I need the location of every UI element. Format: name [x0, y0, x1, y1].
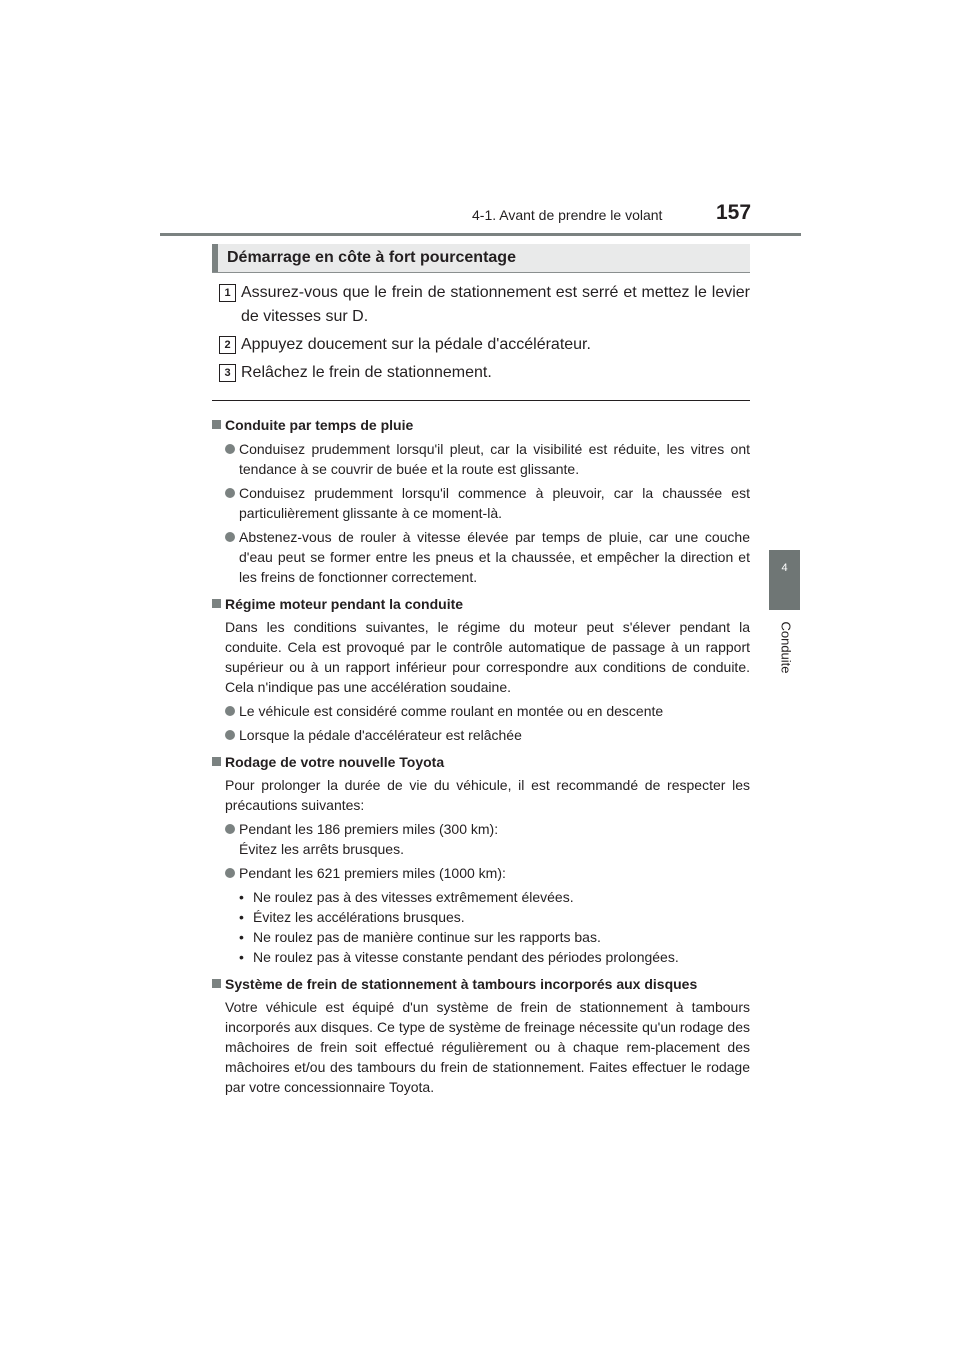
header-section-title: 4-1. Avant de prendre le volant: [472, 207, 663, 223]
list-item-text: Évitez les arrêts brusques.: [239, 841, 404, 857]
sub-list-item: • Évitez les accélérations brusques.: [239, 907, 750, 927]
sub-list-item: • Ne roulez pas à vitesse constante pendant des périodes prolongées.: [239, 947, 750, 967]
step-number-box: 1: [219, 284, 236, 302]
rain-topic-heading: [212, 415, 750, 435]
chapter-tab-number: 4: [781, 562, 788, 574]
step-number-box: 2: [219, 336, 236, 354]
circle-bullet-icon: [225, 824, 235, 834]
circle-bullet-icon: [225, 868, 235, 878]
list-item-text: Pendant les 621 premiers miles (1000 km):: [239, 865, 506, 881]
break-in-sub-list: [212, 887, 750, 967]
section-divider: [212, 400, 750, 401]
heading-bar: [212, 244, 218, 272]
chapter-tab: [769, 550, 800, 610]
list-item: [212, 701, 750, 721]
sub-list-item: • Ne roulez pas de manière continue sur les rapports bas.: [239, 927, 750, 947]
chapter-tab-label: Conduite: [778, 621, 794, 674]
header-rule: [160, 233, 801, 236]
engine-speed-paragraph: Dans les conditions suivantes, le régime du moteur peut s'élever pendant la conduite. Cela est provoqué par le contrôle automatique de passage à un rapport supérieur ou à un rapport inférieur pour correspondre aux conditions de conduite. Cela n'indique pas une accélération soudaine.: [225, 619, 750, 695]
square-bullet-icon: [212, 599, 221, 608]
list-item-text: Conduisez prudemment lorsqu'il pleut, car la visibilité est réduite, les vitres ont tendance à se couvrir de buée et la route est glissante.: [239, 441, 750, 477]
step-text: Assurez-vous que le frein de stationnement est serré et mettez le levier de vitesses sur D.: [241, 284, 750, 325]
circle-bullet-icon: [225, 532, 235, 542]
list-item-text: Le véhicule est considéré comme roulant en montée ou en descente: [239, 703, 664, 719]
list-item: [212, 483, 750, 523]
list-item: [212, 527, 750, 587]
topic-title: Régime moteur pendant la conduite: [225, 596, 464, 612]
step-text: Relâchez le frein de stationnement.: [241, 364, 492, 381]
square-bullet-icon: [212, 420, 221, 429]
list-item: [212, 439, 750, 479]
engine-speed-topic-heading: [212, 594, 750, 614]
square-bullet-icon: [212, 757, 221, 766]
list-item-text: Pendant les 186 premiers miles (300 km):: [239, 821, 499, 837]
page-content: [212, 244, 750, 1097]
step-text: Appuyez doucement sur la pédale d'accélérateur.: [241, 336, 591, 353]
parking-brake-paragraph: Votre véhicule est équipé d'un système de frein de stationnement à tambours incorporés aux disques. Ce type de système de freinage nécessite qu'un rodage des mâchoires de frein soit effectué régulièrement ou à chaque rem-placement des mâchoires et/ou des tambours du frein de stationnement. Faites effectuer le rodage par votre concessionnaire Toyota.: [225, 999, 750, 1095]
hill-start-heading: [212, 244, 750, 273]
step-3: [212, 361, 750, 385]
step-number-box: 3: [219, 364, 236, 382]
sub-list-item: • Ne roulez pas à des vitesses extrêmement élevées.: [239, 887, 750, 907]
circle-bullet-icon: [225, 730, 235, 740]
topic-title: Rodage de votre nouvelle Toyota: [225, 754, 445, 770]
break-in-paragraph: Pour prolonger la durée de vie du véhicule, il est recommandé de respecter les précautions suivantes:: [225, 777, 750, 813]
list-item: [212, 863, 750, 883]
step-1: [212, 281, 750, 329]
page-number: 157: [716, 201, 752, 224]
list-item: [212, 725, 750, 745]
step-2: [212, 333, 750, 357]
list-item: [212, 819, 750, 859]
topic-title: Conduite par temps de pluie: [225, 417, 414, 433]
circle-bullet-icon: [225, 706, 235, 716]
circle-bullet-icon: [225, 488, 235, 498]
square-bullet-icon: [212, 979, 221, 988]
list-item-text: Abstenez-vous de rouler à vitesse élevée par temps de pluie, car une couche d'eau peut se former entre les pneus et la chaussée, et empêcher la direction et les freins de fonctionner correctement.: [239, 529, 750, 585]
list-item-text: Lorsque la pédale d'accélérateur est relâchée: [239, 727, 522, 743]
break-in-topic-heading: [212, 752, 750, 772]
topic-title: Système de frein de stationnement à tambours incorporés aux disques: [225, 976, 698, 992]
list-item-text: Conduisez prudemment lorsqu'il commence à pleuvoir, car la chaussée est particulièrement glissante à ce moment-là.: [239, 485, 750, 521]
hill-start-title: Démarrage en côte à fort pourcentage: [227, 249, 516, 266]
circle-bullet-icon: [225, 444, 235, 454]
parking-brake-topic-heading: [212, 974, 750, 994]
